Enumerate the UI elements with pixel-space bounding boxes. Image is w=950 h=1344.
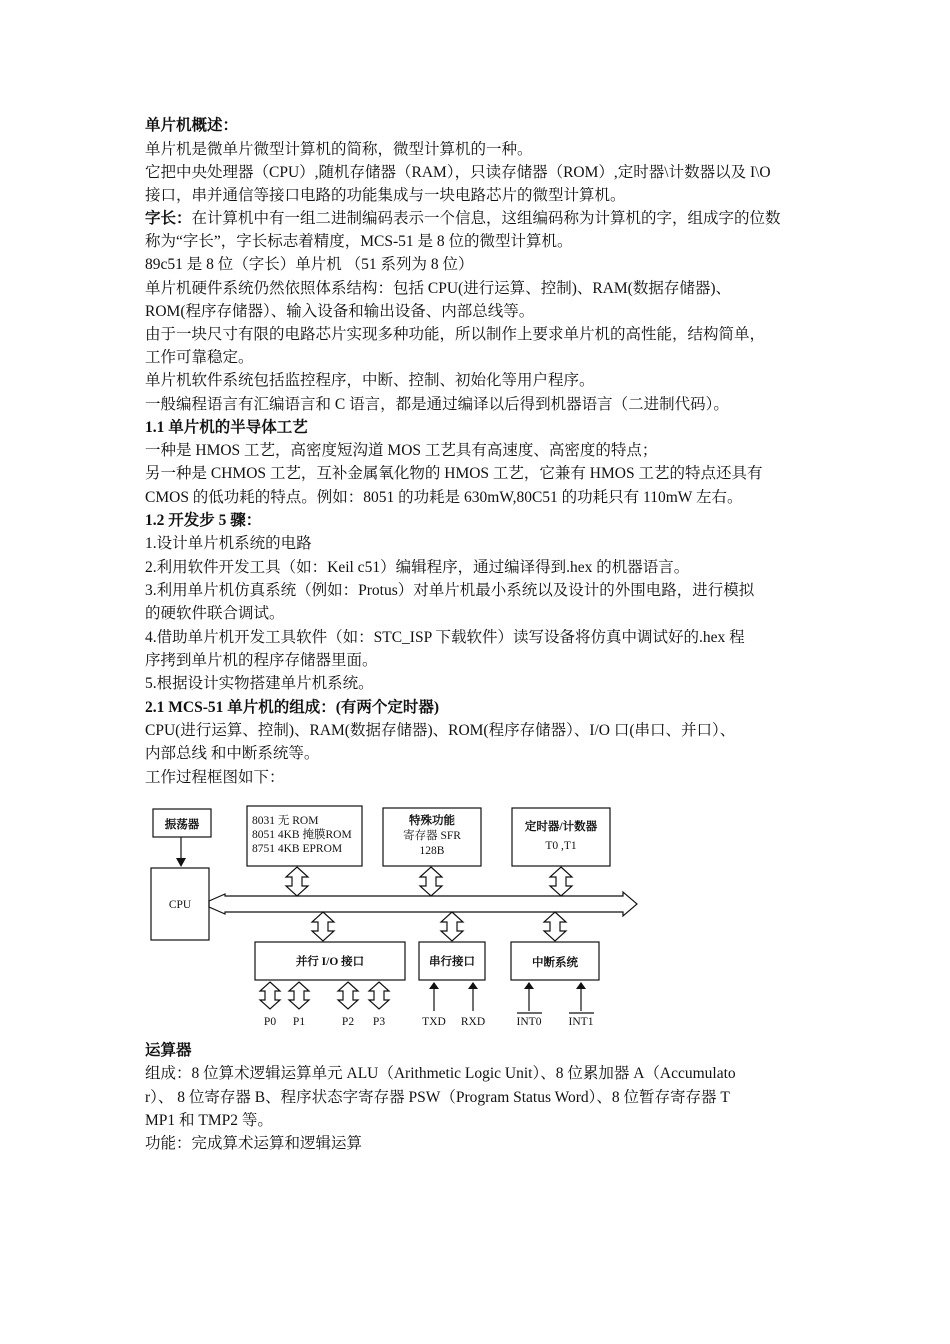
port-p0-arrow <box>260 982 280 1009</box>
sfr-label-1: 特殊功能 <box>409 815 455 827</box>
port-p2-label: P2 <box>341 1016 355 1028</box>
paragraph-line: 由于一块尺寸有限的电路芯片实现多种功能，所以制作上要求单片机的高性能，结构简单， <box>145 326 766 343</box>
paragraph-line: 组成：8 位算术逻辑运算单元 ALU（Arithmetic Logic Unit）、8 位累加器 A（Accumulato <box>145 1065 736 1082</box>
paragraph-line: 工作过程框图如下： <box>145 769 285 786</box>
parallel-bus-arrow <box>312 912 334 941</box>
timer-bus-arrow <box>550 867 572 896</box>
paragraph-line: r）、 8 位寄存器 B、程序状态字寄存器 PSW（Program Status Word）、8 位暂存寄存器 T <box>145 1089 730 1106</box>
paragraph-line: 单片机软件系统包括监控程序，中断、控制、初始化等用户程序。 <box>145 372 595 389</box>
paragraph-line: 它把中央处理器（CPU）,随机存储器（RAM），只读存储器（ROM）,定时器\计数器以及 I\O <box>145 164 771 181</box>
list-item: 1.设计单片机系统的电路 <box>145 535 312 552</box>
paragraph-line: 另一种是 CHMOS 工艺，互补金属氧化物的 HMOS 工艺，它兼有 HMOS 工艺的特点还具有 <box>145 465 763 482</box>
section-1-1-heading: 1.1 单片机的半导体工艺 <box>145 419 308 436</box>
timer-label-1: 定时器/计数器 <box>524 821 598 833</box>
paragraph-line: ROM(程序存储器）、输入设备和输出设备、内部总线等。 <box>145 303 535 320</box>
list-item-continuation: 序拷到单片机的程序存储器里面。 <box>145 652 378 669</box>
word-length-label: 字长： <box>145 210 192 227</box>
paragraph-line: 功能：完成算术运算和逻辑运算 <box>145 1135 363 1152</box>
rom-label-2: 8051 4KB 掩膜ROM <box>252 829 352 841</box>
rom-label-1: 8031 无 ROM <box>252 815 319 827</box>
rxd-label: RXD <box>460 1016 486 1028</box>
list-item: 3.利用单片机仿真系统（例如：Protus）对单片机最小系统以及设计的外围电路，进行模拟 <box>145 582 755 599</box>
clock-arrowhead <box>176 858 186 867</box>
port-p0-label: P0 <box>263 1016 277 1028</box>
port-p3-arrow <box>369 982 389 1009</box>
section-1-2-heading: 1.2 开发步 5 骤： <box>145 512 262 529</box>
oscillator-label: 振荡器 <box>164 819 200 831</box>
serial-bus-arrow <box>441 912 463 941</box>
interrupt-bus-arrow <box>544 912 566 941</box>
int0-label: INT0 <box>516 1016 542 1028</box>
paragraph-line: CPU(进行运算、控制)、RAM(数据存储器)、ROM(程序存储器）、I/O 口(串口、并口）、 <box>145 722 736 739</box>
paragraph-line: 接口，串并通信等接口电路的功能集成与一块电路芯片的微型计算机。 <box>145 187 626 204</box>
mcs51-block-diagram <box>145 800 645 1035</box>
paragraph-line: 一般编程语言有汇编语言和 C 语言，都是通过编译以后得到机器语言（二进制代码）。 <box>145 396 729 413</box>
sfr-label-2: 寄存器 SFR <box>403 830 461 842</box>
system-bus <box>209 892 637 916</box>
int1-arrowhead <box>576 982 586 989</box>
rom-bus-arrow <box>286 867 308 896</box>
timer-box <box>512 808 610 866</box>
parallel-io-label: 并行 I/O 接口 <box>295 956 365 968</box>
section-2-1-heading: 2.1 MCS-51 单片机的组成：(有两个定时器) <box>145 699 440 716</box>
paragraph-line: 内部总线 和中断系统等。 <box>145 745 320 762</box>
paragraph-line: 单片机是微单片微型计算机的简称，微型计算机的一种。 <box>145 141 533 158</box>
list-item-continuation: 的硬软件联合调试。 <box>145 605 285 622</box>
port-p1-label: P1 <box>292 1016 306 1028</box>
paragraph-line: 一种是 HMOS 工艺，高密度短沟道 MOS 工艺具有高速度、高密度的特点； <box>145 442 658 459</box>
serial-port-label: 串行接口 <box>429 956 475 968</box>
int0-arrowhead <box>524 982 534 989</box>
port-p2-arrow <box>338 982 358 1009</box>
paragraph-line: 称为“字长”，字长标志着精度，MCS-51 是 8 位的微型计算机。 <box>145 233 573 250</box>
rom-label-3: 8751 4KB EPROM <box>252 843 343 855</box>
intro-heading: 单片机概述： <box>145 117 239 134</box>
paragraph-line: MP1 和 TMP2 等。 <box>145 1112 273 1129</box>
port-p1-arrow <box>289 982 309 1009</box>
list-item: 4.借助单片机开发工具软件（如：STC_ISP 下载软件）读写设备将仿真中调试好的.hex 程 <box>145 629 745 646</box>
cpu-label: CPU <box>168 899 192 911</box>
word-length-text: 在计算机中有一组二进制编码表示一个信息，这组编码称为计算机的字，组成字的位数 <box>191 210 781 227</box>
sfr-label-3: 128B <box>419 845 445 857</box>
paragraph-line: 工作可靠稳定。 <box>145 349 254 366</box>
int1-label: INT1 <box>568 1016 594 1028</box>
list-item: 2.利用软件开发工具（如：Keil c51）编辑程序，通过编译得到.hex 的机器语言。 <box>145 559 690 576</box>
list-item: 5.根据设计实物搭建单片机系统。 <box>145 675 374 692</box>
paragraph-line <box>145 208 781 230</box>
paragraph-line: CMOS 的低功耗的特点。例如：8051 的功耗是 630mW,80C51 的功耗只有 110mW 左右。 <box>145 489 743 506</box>
paragraph-line: 89c51 是 8 位（字长）单片机 （51 系列为 8 位） <box>145 256 474 273</box>
paragraph-line: 单片机硬件系统仍然依照体系结构：包括 CPU(进行运算、控制)、RAM(数据存储器)、 <box>145 280 731 297</box>
rxd-arrowhead <box>468 982 478 989</box>
interrupt-label: 中断系统 <box>532 957 578 969</box>
sfr-bus-arrow <box>420 867 442 896</box>
alu-heading: 运算器 <box>145 1042 192 1059</box>
txd-label: TXD <box>422 1016 446 1028</box>
txd-arrowhead <box>429 982 439 989</box>
timer-label-2: T0 ,T1 <box>545 840 577 852</box>
port-p3-label: P3 <box>372 1016 386 1028</box>
